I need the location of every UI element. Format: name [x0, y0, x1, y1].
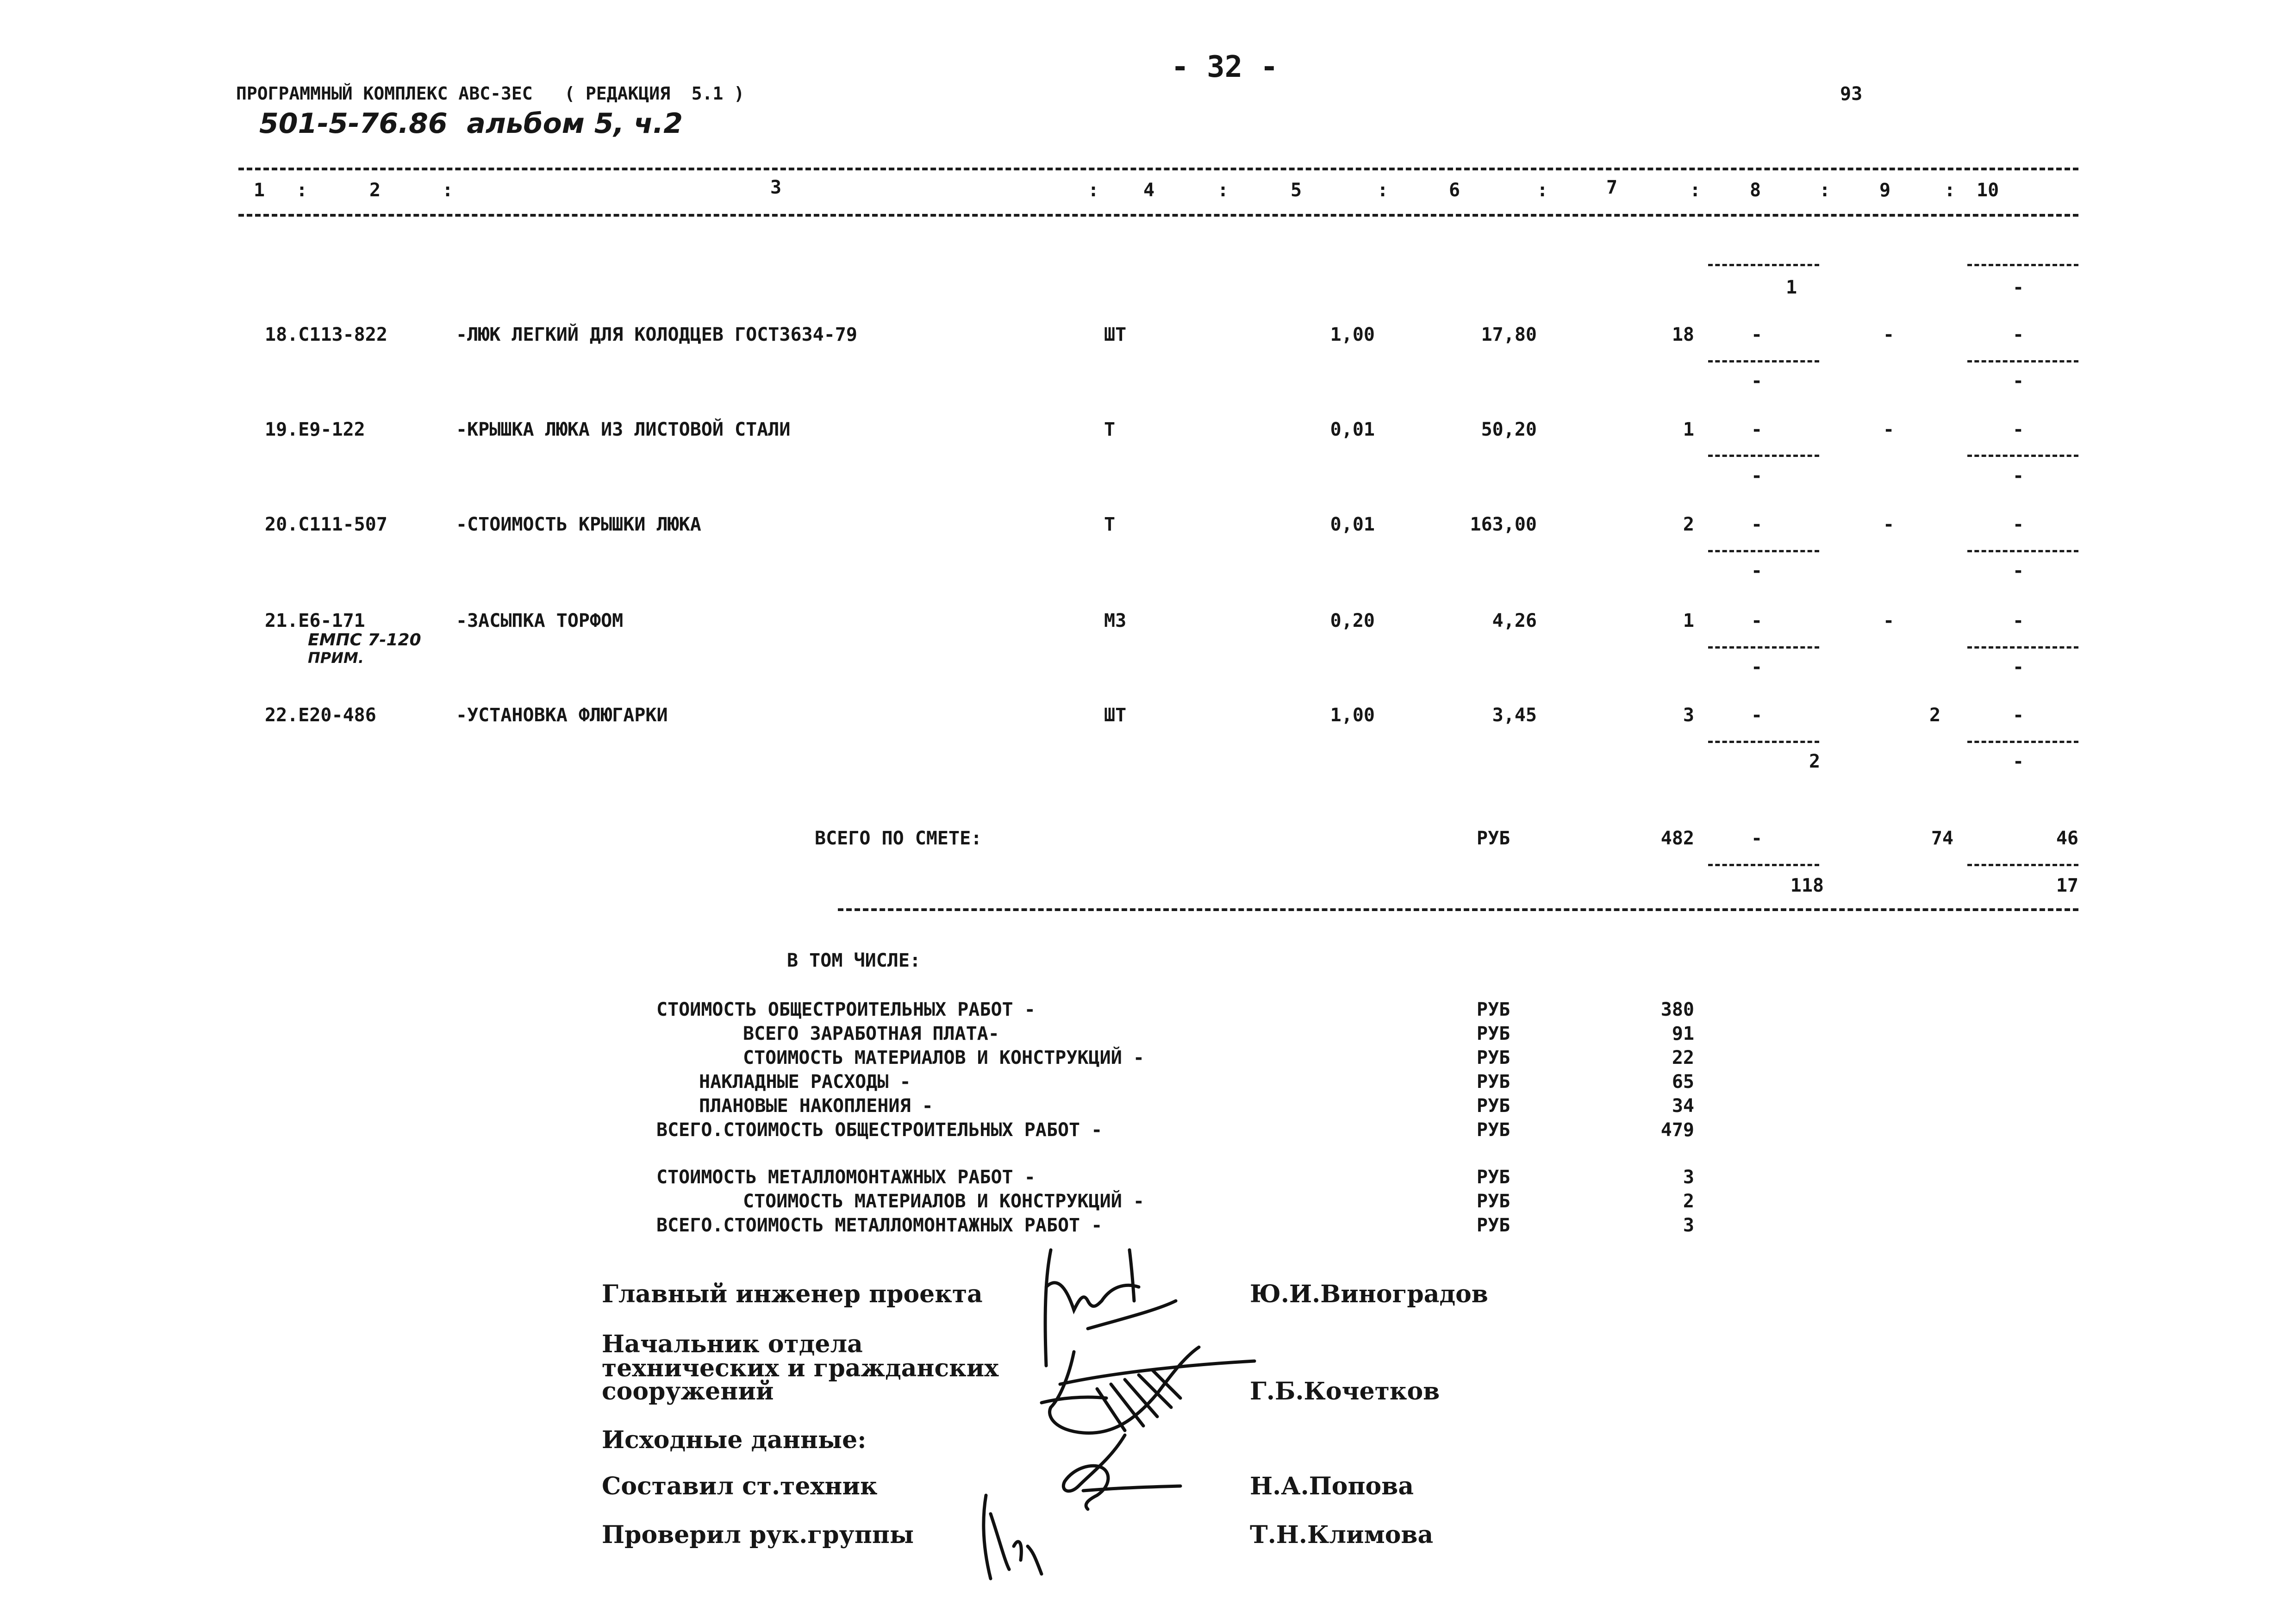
totals-c9: 74 — [1931, 828, 1953, 849]
totals-unit: РУБ — [1477, 828, 1510, 849]
col-sep: : — [442, 180, 454, 201]
fraction-rule — [1967, 455, 2078, 457]
breakdown-unit: РУБ — [1477, 999, 1510, 1020]
dept-head-title-1: Начальник отдела — [602, 1330, 863, 1358]
fraction-rule — [1708, 646, 1819, 649]
breakdown-label: НАКЛАДНЫЕ РАСХОДЫ - — [699, 1071, 911, 1093]
program-header: ПРОГРАММНЫЙ КОМПЛЕКС АВС-ЗЕС ( РЕДАКЦИЯ 5.1 ) — [236, 83, 745, 104]
col-sep: : — [296, 180, 308, 201]
cell-total: 3 — [1683, 705, 1694, 726]
dept-head-title-3: сооружений — [602, 1377, 774, 1405]
col-sep: : — [1537, 180, 1548, 201]
cell-price: 3,45 — [1492, 705, 1537, 726]
cell-price: 50,20 — [1481, 419, 1537, 440]
fraction-rule — [1967, 550, 2078, 552]
breakdown-label: ВСЕГО ЗАРАБОТНАЯ ПЛАТА- — [743, 1023, 999, 1044]
cell-total: 18 — [1672, 324, 1694, 345]
cell-price: 163,00 — [1470, 514, 1537, 535]
fraction-rule — [1967, 264, 2078, 266]
col-num-4: 4 — [1143, 180, 1155, 201]
breakdown-unit: РУБ — [1477, 1191, 1510, 1212]
chief-engineer-title: Главный инженер проекта — [602, 1280, 983, 1308]
cell-qty: 1,00 — [1330, 324, 1375, 345]
col-num-9: 9 — [1879, 180, 1891, 201]
cell-c10-bottom: - — [2012, 370, 2024, 392]
dept-head-title-2: технических и гражданских — [602, 1354, 999, 1382]
totals-sum: 482 — [1660, 828, 1694, 849]
fraction-rule — [1967, 864, 2078, 866]
col-num-3: 3 — [770, 177, 782, 198]
cell-c10-bottom: - — [2012, 560, 2024, 581]
checked-name: Т.Н.Климова — [1250, 1521, 1434, 1549]
col-sep: : — [1377, 180, 1389, 201]
col-num-10: 10 — [1977, 180, 1999, 201]
cell-name: -СТОИМОСТЬ КРЫШКИ ЛЮКА — [456, 514, 701, 535]
cell-c8-top: - — [1751, 419, 1763, 440]
cell-code: 21.Е6-171 — [265, 610, 365, 631]
cell-unit: М3 — [1104, 610, 1127, 631]
col-sep: : — [1690, 180, 1701, 201]
fraction-rule — [1967, 360, 2078, 362]
breakdown-value: 65 — [1672, 1071, 1694, 1093]
cell-name: -ЛЮК ЛЕГКИЙ ДЛЯ КОЛОДЦЕВ ГОСТ3634-79 — [456, 324, 857, 345]
cell-c8-bottom: - — [1751, 465, 1763, 487]
handwritten-album-ref: 501-5-76.86 альбом 5, ч.2 — [259, 107, 683, 140]
cell-c8-bottom: 1 — [1785, 277, 1797, 298]
cell-unit: ШТ — [1104, 324, 1127, 345]
totals-c10-top: 46 — [2056, 828, 2078, 849]
col-sep: : — [1944, 180, 1956, 201]
breakdown-value: 2 — [1683, 1191, 1694, 1212]
fraction-rule — [1708, 864, 1819, 866]
breakdown-value: 479 — [1660, 1119, 1694, 1141]
cell-c9: - — [1883, 419, 1895, 440]
chief-engineer-name: Ю.И.Виноградов — [1250, 1280, 1488, 1308]
breakdown-unit: РУБ — [1477, 1119, 1510, 1141]
cell-qty: 1,00 — [1330, 705, 1375, 726]
totals-c8-bottom: 118 — [1790, 875, 1824, 896]
breakdown-label: СТОИМОСТЬ МЕТАЛЛОМОНТАЖНЫХ РАБОТ - — [656, 1167, 1036, 1188]
cell-c8-bottom: - — [1751, 560, 1763, 581]
cell-c8-bottom: - — [1751, 656, 1763, 678]
cell-c8-top: - — [1751, 514, 1763, 535]
breakdown-value: 34 — [1672, 1095, 1694, 1117]
compiled-name: Н.А.Попова — [1250, 1472, 1414, 1500]
signature-compiler-and-checker — [972, 1430, 1190, 1583]
source-data-label: Исходные данные: — [602, 1426, 867, 1454]
cell-code-note: ПРИМ. — [308, 649, 364, 667]
breakdown-unit: РУБ — [1477, 1023, 1510, 1044]
totals-bottom-rule — [838, 908, 2078, 911]
page-number: - 32 - — [1171, 50, 1279, 84]
checked-title: Проверил рук.группы — [602, 1521, 914, 1549]
fraction-rule — [1967, 646, 2078, 649]
cell-code-note: ЕМПС 7-120 — [308, 631, 421, 650]
totals-label: ВСЕГО ПО СМЕТЕ: — [815, 828, 982, 849]
breakdown-value: 3 — [1683, 1167, 1694, 1188]
totals-c8-top: - — [1751, 828, 1763, 849]
cell-c10-bottom: - — [2012, 277, 2024, 298]
col-num-7: 7 — [1606, 177, 1618, 198]
cell-c9: - — [1883, 324, 1895, 345]
cell-name: -КРЫШКА ЛЮКА ИЗ ЛИСТОВОЙ СТАЛИ — [456, 419, 791, 440]
breakdown-unit: РУБ — [1477, 1071, 1510, 1093]
cell-code: 19.Е9-122 — [265, 419, 365, 440]
cell-c10-top: - — [2012, 514, 2024, 535]
col-sep: : — [1819, 180, 1831, 201]
fraction-rule — [1708, 550, 1819, 552]
col-num-6: 6 — [1449, 180, 1460, 201]
breakdown-unit: РУБ — [1477, 1047, 1510, 1068]
cell-c9: - — [1883, 514, 1895, 535]
fraction-rule — [1708, 264, 1819, 266]
compiled-title: Составил ст.техник — [602, 1472, 878, 1500]
cell-total: 1 — [1683, 610, 1694, 631]
cell-code: 20.С111-507 — [265, 514, 387, 535]
cell-price: 17,80 — [1481, 324, 1537, 345]
cell-c8-top: - — [1751, 705, 1763, 726]
table-header-rule — [238, 214, 2078, 217]
breakdown-unit: РУБ — [1477, 1215, 1510, 1236]
dept-head-name: Г.Б.Кочетков — [1250, 1377, 1440, 1405]
cell-total: 2 — [1683, 514, 1694, 535]
cell-unit: ШТ — [1104, 705, 1127, 726]
breakdown-value: 3 — [1683, 1215, 1694, 1236]
cell-c8-bottom: - — [1751, 370, 1763, 392]
cell-c10-top: - — [2012, 419, 2024, 440]
cell-unit: Т — [1104, 514, 1116, 535]
fraction-rule — [1708, 741, 1819, 743]
cell-name: -УСТАНОВКА ФЛЮГАРКИ — [456, 705, 668, 726]
cell-c8-top: - — [1751, 324, 1763, 345]
cell-c10-top: - — [2012, 610, 2024, 631]
cell-c10-bottom: - — [2012, 656, 2024, 678]
col-sep: : — [1217, 180, 1229, 201]
fraction-rule — [1708, 360, 1819, 362]
breakdown-label: СТОИМОСТЬ МАТЕРИАЛОВ И КОНСТРУКЦИЙ - — [743, 1047, 1144, 1068]
cell-qty: 0,20 — [1330, 610, 1375, 631]
col-num-5: 5 — [1291, 180, 1302, 201]
cell-unit: Т — [1104, 419, 1116, 440]
cell-c10-bottom: - — [2012, 751, 2024, 772]
breakdown-value: 380 — [1660, 999, 1694, 1020]
fraction-rule — [1708, 455, 1819, 457]
col-num-2: 2 — [369, 180, 381, 201]
cell-code: 22.Е20-486 — [265, 705, 376, 726]
including-label: В ТОМ ЧИСЛЕ: — [787, 950, 921, 971]
fraction-rule — [1967, 741, 2078, 743]
breakdown-unit: РУБ — [1477, 1095, 1510, 1117]
cell-c8-top: - — [1751, 610, 1763, 631]
breakdown-label: ВСЕГО.СТОИМОСТЬ ОБЩЕСТРОИТЕЛЬНЫХ РАБОТ - — [656, 1119, 1103, 1141]
cell-c9: 2 — [1929, 705, 1941, 726]
breakdown-label: ВСЕГО.СТОИМОСТЬ МЕТАЛЛОМОНТАЖНЫХ РАБОТ - — [656, 1215, 1103, 1236]
cell-c10-top: - — [2012, 324, 2024, 345]
col-num-8: 8 — [1750, 180, 1761, 201]
cell-total: 1 — [1683, 419, 1694, 440]
cell-c8-bottom: 2 — [1809, 751, 1821, 772]
cell-name: -ЗАСЫПКА ТОРФОМ — [456, 610, 624, 631]
table-top-rule — [238, 168, 2078, 170]
breakdown-label: ПЛАНОВЫЕ НАКОПЛЕНИЯ - — [699, 1095, 933, 1117]
cell-c10-bottom: - — [2012, 465, 2024, 487]
sheet-number: 93 — [1840, 83, 1863, 105]
cell-qty: 0,01 — [1330, 514, 1375, 535]
col-sep: : — [1088, 180, 1099, 201]
cell-price: 4,26 — [1492, 610, 1537, 631]
cell-c10-top: - — [2012, 705, 2024, 726]
breakdown-label: СТОИМОСТЬ ОБЩЕСТРОИТЕЛЬНЫХ РАБОТ - — [656, 999, 1036, 1020]
breakdown-value: 22 — [1672, 1047, 1694, 1068]
cell-qty: 0,01 — [1330, 419, 1375, 440]
totals-c10-bottom: 17 — [2056, 875, 2078, 896]
cell-c9: - — [1883, 610, 1895, 631]
breakdown-label: СТОИМОСТЬ МАТЕРИАЛОВ И КОНСТРУКЦИЙ - — [743, 1191, 1144, 1212]
breakdown-unit: РУБ — [1477, 1167, 1510, 1188]
breakdown-value: 91 — [1672, 1023, 1694, 1044]
cell-code: 18.С113-822 — [265, 324, 387, 345]
col-num-1: 1 — [254, 180, 265, 201]
